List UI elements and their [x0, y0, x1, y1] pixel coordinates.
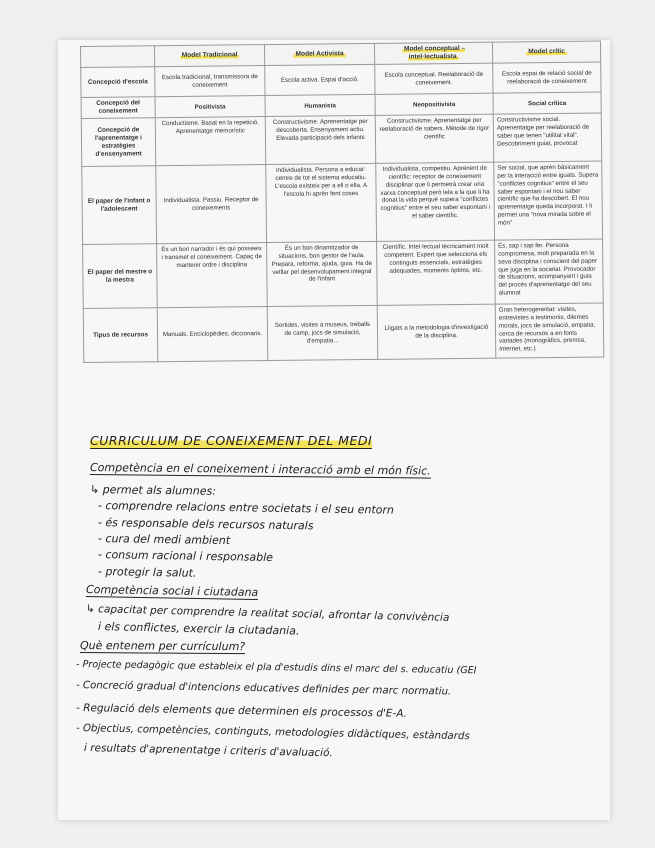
note-line: - Projecte pedagògic que estableix el pla d'estudis dins el marc del s. educatiu (GEI: [75, 659, 477, 677]
table-cell: Manuals. Enciclopèdies, diccionaris.: [157, 307, 268, 362]
table-row: [83, 304, 604, 363]
table-cell: Humanista: [265, 95, 375, 117]
scanned-page: [58, 40, 610, 820]
table-cell: Escola espai de relació social de reelaboració de coneixement: [493, 63, 601, 94]
note-line: ↳ permet als alumnes:: [89, 483, 217, 498]
table-cell: Conductisme. Basat en la repetició. Aprenentatge memorístic: [155, 117, 265, 166]
note-heading-curriculum: Què entenem per currículum?: [79, 639, 246, 654]
table-cell: Escola conceptual. Reelaboració de coneixement.: [375, 64, 493, 95]
row-label: El paper de l'infant o l'adolescent: [82, 166, 157, 245]
table-cell: És un bon narrador i és qui posseeix i transmet el coneixement. Capaç de mantenir ordre i disciplina: [157, 243, 268, 308]
note-line: - Regulació dels elements que determinen els processos d'E-A.: [75, 702, 408, 720]
table-cell: Constructivisme. Aprenentatge per descoberta. Ensenyament actiu. Elevada participació dels infants: [265, 116, 375, 165]
header-model-tradicional: Model Tradicional: [155, 45, 265, 68]
models-comparison-table: [80, 41, 604, 364]
header-corner: [81, 46, 155, 68]
table-cell: Gran heterogeneïtat: visites, entrevistes a testimonis, dilemes morals, jocs de simulació, empatia, cerca de recursos a en fonts variades (monogràfics, premsa, Internet, etc.): [495, 304, 604, 359]
table-cell: Ser social, que aprèn bàsicament per la interacció entre iguals. Supera "conflictes cognitius" entre el seu saber espontani i el nou saber científic que ha descobert. El nou aprenentatge queda incorporat. I li permet una "nova mirada sobre el món": [494, 162, 603, 241]
header-model-conceptual: Model conceptual – intel·lectualista: [374, 42, 492, 65]
table-cell: Individualista. Persona a educar: centre de tot el sistema educatiu. L'escola existeix per a ell o ella. A l'escola hi aprèn fent coses: [266, 164, 377, 243]
header-model-activista: Model Activista: [264, 43, 374, 66]
note-line: - comprendre relacions entre societats i el seu entorn: [97, 499, 395, 517]
note-line: - Objectius, competències, continguts, metodologies didàctiques, estàndards: [75, 723, 470, 743]
row-label: Tipus de recursos: [83, 308, 158, 363]
table-cell: Científic. Intel·lectual tècnicament molt competent. Expert que selecciona els continguts essencials, estratègies adequades, moments òptims, etc.: [377, 241, 496, 306]
row-label: Concepció de l'aprenentatge i estratègies d'ensenyament: [81, 118, 155, 167]
table-cell: És un bon dinamitzador de situacions, bon gestor de l'aula. Prepara, reforma, ajuda, guia. Ha de vetllar pel desenvolupament integral de l'infant: [267, 242, 378, 307]
note-line: - és responsable dels recursos naturals: [97, 516, 314, 533]
notes-title: CURRICULUM DE CONEIXEMENT DEL MEDI: [90, 433, 373, 448]
note-line: ↳ capacitat per comprendre la realitat social, afrontar la convivència: [85, 603, 450, 624]
note-heading-competencia-medi: Competència en el coneixement i interacció amb el món físic.: [89, 461, 431, 478]
row-label: El paper del mestre o la mestra: [83, 244, 158, 309]
note-line: - consum racional i responsable: [97, 548, 274, 565]
models-table-container: [80, 41, 604, 406]
table-row: [82, 162, 603, 245]
note-line: - Concreció gradual d'intencions educatives definides per marc normatiu.: [75, 680, 452, 698]
row-label: Concepció d'escola: [81, 67, 155, 98]
table-cell: Constructivisme. Aprenentatge per reelaboració de sabers. Mètode de rigor científic: [375, 115, 493, 164]
note-line: i resultats d'aprenentatge i criteris d'avaluació.: [83, 742, 333, 760]
table-cell: Neopositivista: [375, 94, 493, 116]
handwritten-notes: [58, 395, 610, 815]
table-cell: És, sap i sap fer. Persona compromesa, molt preparada en la seva disciplina i conscient del paper que juga en la societat. Provocador de situacions, acompanyant i guia del procés d'aprenentatge del seu alumnat: [495, 240, 604, 305]
table-row: [81, 114, 601, 167]
note-line: - protegir la salut.: [97, 565, 197, 580]
row-label: Concepció del coneixement: [81, 97, 155, 119]
table-cell: Escola activa. Espai d'acció.: [265, 65, 375, 96]
table-cell: Individualista, competitiu. Aprenent de científic: receptor de coneixement disciplinar que li permetrà crear una xarxa conceptual però lela a la que li ha donat la vida perquè supera "conflictes cognitius" entre el seu saber espontani i el saber científic.: [376, 163, 495, 242]
table-cell: Escola tradicional, transmissora de coneixement: [155, 66, 265, 97]
table-cell: Individualista. Passiu. Receptor de coneixements: [156, 165, 267, 244]
note-line: - cura del medi ambient: [97, 532, 231, 548]
table-row: [83, 240, 604, 309]
table-cell: Social crítica: [493, 93, 601, 115]
table-cell: Sortides, visites a museus, treballs de camp, jocs de simulació, d'empatia...: [267, 306, 378, 361]
table-cell: Constructivisme social. Aprenentatge per reelaboració de saber que tenen "utilitat vital". Descobriment guiat, provocat: [493, 114, 601, 163]
note-heading-competencia-social: Competència social i ciutadana: [85, 583, 259, 600]
note-line: i els conflictes, exercir la ciutadania.: [97, 620, 300, 638]
table-cell: Positivista: [155, 96, 265, 118]
table-cell: Lligats a la metodologia d'investigació de la disciplina.: [377, 305, 496, 360]
header-model-critic: Model crític: [492, 41, 600, 64]
